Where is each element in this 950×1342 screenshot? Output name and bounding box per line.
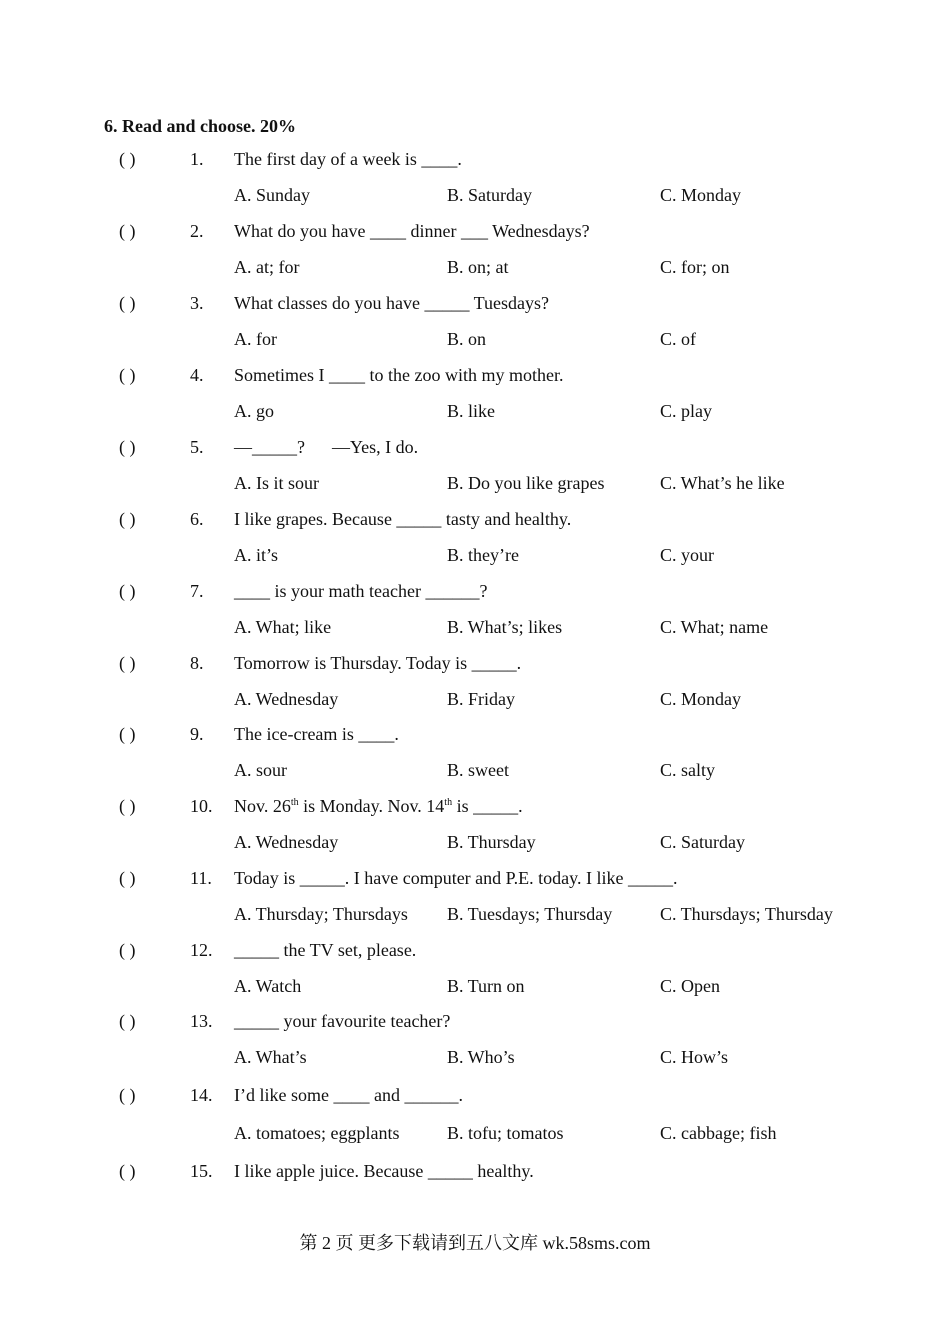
option-b: B. they’re xyxy=(447,545,519,565)
answer-blank[interactable]: ( ) xyxy=(119,796,136,816)
question-stem: Today is _____. I have computer and P.E. today. I like _____. xyxy=(234,868,678,888)
option-b: B. Who’s xyxy=(447,1047,515,1067)
question-number: 12. xyxy=(190,940,213,960)
answer-blank[interactable]: ( ) xyxy=(119,868,136,888)
option-a: A. it’s xyxy=(234,545,279,565)
question-number: 15. xyxy=(190,1161,213,1181)
question-stem: What do you have ____ dinner ___ Wednesdays? xyxy=(234,221,590,241)
question-number: 3. xyxy=(190,293,204,313)
question-stem: —_____? —Yes, I do. xyxy=(234,437,419,457)
answer-blank[interactable]: ( ) xyxy=(119,653,136,673)
question-number: 2. xyxy=(190,221,204,241)
option-b: B. Tuesdays; Thursday xyxy=(447,904,613,924)
question-stem: What classes do you have _____ Tuesdays? xyxy=(234,293,549,313)
option-c: C. your xyxy=(660,545,714,565)
option-a: A. at; for xyxy=(234,257,300,277)
option-c: C. cabbage; fish xyxy=(660,1123,777,1143)
option-b: B. Do you like grapes xyxy=(447,473,605,493)
question-number: 4. xyxy=(190,365,204,385)
option-c: C. Thursdays; Thursday xyxy=(660,904,833,924)
option-c: C. What; name xyxy=(660,617,769,637)
question-stem: ____ is your math teacher ______? xyxy=(234,581,488,601)
answer-blank[interactable]: ( ) xyxy=(119,149,136,169)
option-c: C. of xyxy=(660,329,696,349)
option-b: B. tofu; tomatos xyxy=(447,1123,564,1143)
option-b: B. on xyxy=(447,329,487,349)
question-number: 7. xyxy=(190,581,204,601)
stem-part: is _____. xyxy=(452,796,523,816)
answer-blank[interactable]: ( ) xyxy=(119,1085,136,1105)
option-a: A. for xyxy=(234,329,277,349)
option-a: A. tomatoes; eggplants xyxy=(234,1123,400,1143)
question-stem: _____ your favourite teacher? xyxy=(234,1011,451,1031)
option-c: C. What’s he like xyxy=(660,473,785,493)
option-a: A. Is it sour xyxy=(234,473,319,493)
option-b: B. sweet xyxy=(447,760,509,780)
stem-part: is Monday. Nov. 14 xyxy=(298,796,445,816)
question-number: 8. xyxy=(190,653,204,673)
option-a: A. Wednesday xyxy=(234,689,339,709)
answer-blank[interactable]: ( ) xyxy=(119,1161,136,1181)
answer-blank[interactable]: ( ) xyxy=(119,221,136,241)
option-c: C. Saturday xyxy=(660,832,745,852)
answer-blank[interactable]: ( ) xyxy=(119,1011,136,1031)
question-number: 13. xyxy=(190,1011,213,1031)
option-b: B. like xyxy=(447,401,495,421)
option-c: C. Monday xyxy=(660,689,741,709)
question-stem: Sometimes I ____ to the zoo with my mother. xyxy=(234,365,564,385)
option-c: C. salty xyxy=(660,760,716,780)
answer-blank[interactable]: ( ) xyxy=(119,509,136,529)
answer-blank[interactable]: ( ) xyxy=(119,724,136,744)
question-stem: I like apple juice. Because _____ healthy. xyxy=(234,1161,534,1181)
option-c: C. Open xyxy=(660,976,720,996)
question-number: 11. xyxy=(190,868,212,888)
question-number: 10. xyxy=(190,796,213,816)
option-c: C. play xyxy=(660,401,712,421)
option-c: C. for; on xyxy=(660,257,730,277)
section-title: 6. Read and choose. 20% xyxy=(104,116,297,136)
stem-part: Nov. 26 xyxy=(234,796,291,816)
option-b: B. Thursday xyxy=(447,832,536,852)
question-number: 1. xyxy=(190,149,204,169)
option-b: B. Saturday xyxy=(447,185,532,205)
option-c: C. Monday xyxy=(660,185,741,205)
question-stem: _____ the TV set, please. xyxy=(234,940,417,960)
question-number: 14. xyxy=(190,1085,213,1105)
answer-blank[interactable]: ( ) xyxy=(119,581,136,601)
option-b: B. What’s; likes xyxy=(447,617,563,637)
option-b: B. Turn on xyxy=(447,976,525,996)
question-stem: The first day of a week is ____. xyxy=(234,149,462,169)
option-a: A. What’s xyxy=(234,1047,307,1067)
question-number: 6. xyxy=(190,509,204,529)
option-a: A. Thursday; Thursdays xyxy=(234,904,408,924)
question-stem: The ice-cream is ____. xyxy=(234,724,399,744)
option-a: A. Sunday xyxy=(234,185,310,205)
question-stem: I like grapes. Because _____ tasty and healthy. xyxy=(234,509,572,529)
ordinal-suffix: th xyxy=(290,797,299,808)
question-stem xyxy=(234,794,523,818)
question-number: 5. xyxy=(190,437,204,457)
answer-blank[interactable]: ( ) xyxy=(119,365,136,385)
option-c: C. How’s xyxy=(660,1047,729,1067)
page-footer: 第 2 页 更多下载请到五八文库 wk.58sms.com xyxy=(299,1233,651,1253)
option-b: B. Friday xyxy=(447,689,516,709)
option-b: B. on; at xyxy=(447,257,509,277)
option-a: A. What; like xyxy=(234,617,332,637)
option-a: A. go xyxy=(234,401,274,421)
option-a: A. Wednesday xyxy=(234,832,339,852)
question-stem: Tomorrow is Thursday. Today is _____. xyxy=(234,653,522,673)
answer-blank[interactable]: ( ) xyxy=(119,437,136,457)
ordinal-suffix: th xyxy=(444,797,453,808)
answer-blank[interactable]: ( ) xyxy=(119,293,136,313)
answer-blank[interactable]: ( ) xyxy=(119,940,136,960)
question-number: 9. xyxy=(190,724,204,744)
question-stem: I’d like some ____ and ______. xyxy=(234,1085,463,1105)
option-a: A. Watch xyxy=(234,976,302,996)
option-a: A. sour xyxy=(234,760,287,780)
